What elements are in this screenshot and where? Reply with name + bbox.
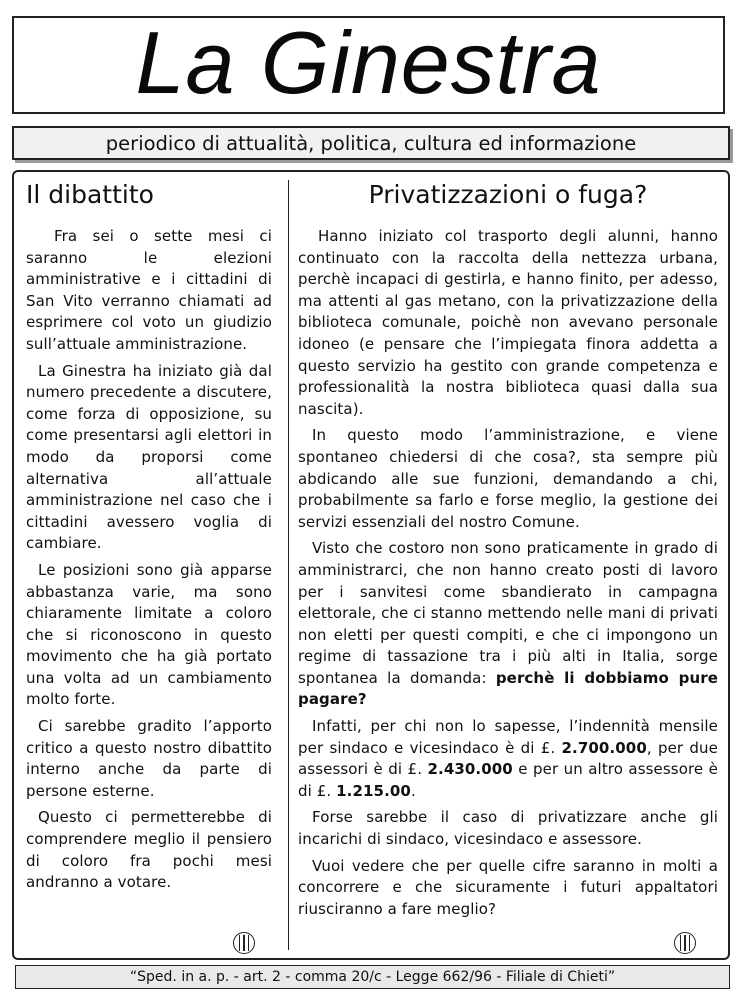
paragraph-text: , per due assessori è di £. [298, 738, 718, 779]
amount-two-councillors: 2.430.000 [427, 760, 513, 779]
column-divider [288, 180, 289, 950]
masthead [12, 16, 725, 114]
paragraph-text: Infatti, per chi non lo sapesse, l’indennità mensile per sindaco e vicesindaco è di £. [298, 717, 718, 757]
subtitle-banner [12, 126, 730, 160]
ginestra-logo-icon [674, 932, 696, 954]
left-article-paragraph: Fra sei o sette mesi ci saranno le elezioni amministrative e i cittadini di San Vito verranno chiamati ad esprimere col voto un giudizio sull’attuale amministrazione. [26, 227, 272, 353]
left-article-title: Il dibattito [26, 180, 154, 209]
newspaper-subtitle: periodico di attualità, politica, cultura ed informazione [105, 131, 637, 155]
footer-banner [15, 965, 730, 989]
right-article-title: Privatizzazioni o fuga? [368, 180, 648, 209]
left-article-paragraph: La Ginestra ha iniziato già dal numero precedente a discutere, come forza di opposizione, su come presentarsi agli elettori in modo da proporsi come alternativa all’attuale amministrazione nel caso che i cittadini avessero voglia di cambiare. [26, 361, 272, 553]
amount-councillor: 1.215.00 [336, 781, 411, 800]
paragraph-text: . [410, 781, 416, 800]
right-article-paragraph: Vuoi vedere che per quelle cifre saranno in molti a concorrere e che sicuramente i futuri appaltatori riusciranno a fare meglio? [298, 856, 718, 918]
right-article-paragraph: Hanno iniziato col trasporto degli alunni, hanno continuato con la raccolta della nettezza urbana, perchè incapaci di gestirla, e hanno finito, per adesso, ma attenti al gas metano, con la privatizzazione della biblioteca comunale, poichè non avevano personale idoneo (e pensare che l’impiegata finora addetta a questo servizio ha gestito con grande competenza e professionalità la nostra biblioteca quasi dalla sua nascita). [298, 227, 718, 418]
paragraph-text: Visto che costoro non sono praticamente in grado di amministrarci, che non hanno creato posti di lavoro per i sanvitesi come sbandierato in campagna elettorale, che ci stanno mettendo nelle mani di privati non eletti per questi compiti, e che ci impongono un regime di tassazione tra i più alti in Italia, sorge spontanea la domanda: [298, 539, 718, 687]
right-article-paragraph [298, 716, 718, 802]
newspaper-title: La Ginestra [135, 16, 602, 112]
left-article-paragraph: Le posizioni sono già apparse abbastanza varie, ma sono chiaramente limitate a coloro che si riconoscono in questo movimento che ha già portato una volta ad un cambiamento molto forte. [26, 560, 272, 709]
paragraph-text: e per un altro assessore è di £. [298, 760, 718, 800]
postal-footer: “Sped. in a. p. - art. 2 - comma 20/c - Legge 662/96 - Filiale di Chieti” [129, 969, 616, 985]
amount-mayor: 2.700.000 [561, 738, 647, 757]
right-article-paragraph: Forse sarebbe il caso di privatizzare anche gli incarichi di sindaco, vicesindaco e assessore. [298, 808, 718, 849]
left-article [26, 180, 272, 899]
left-article-paragraph: Ci sarebbe gradito l’apporto critico a questo nostro dibattito interno anche da parte di persone esterne. [26, 717, 272, 800]
right-article [298, 180, 718, 925]
ginestra-logo-icon [233, 932, 255, 954]
left-article-paragraph: Questo ci permetterebbe di comprendere meglio il pensiero di coloro fra pochi mesi andranno a votare. [26, 808, 272, 892]
bold-question: perchè li dobbiamo pure pagare? [298, 668, 718, 709]
right-article-paragraph [298, 538, 718, 711]
right-article-paragraph: In questo modo l’amministrazione, e viene spontaneo chiedersi di che cosa?, sta sempre più abdicando alle sue funzioni, demandando a chi, probabilmente sa farlo e forse meglio, la gestione dei servizi essenziali del nostro Comune. [298, 426, 718, 531]
